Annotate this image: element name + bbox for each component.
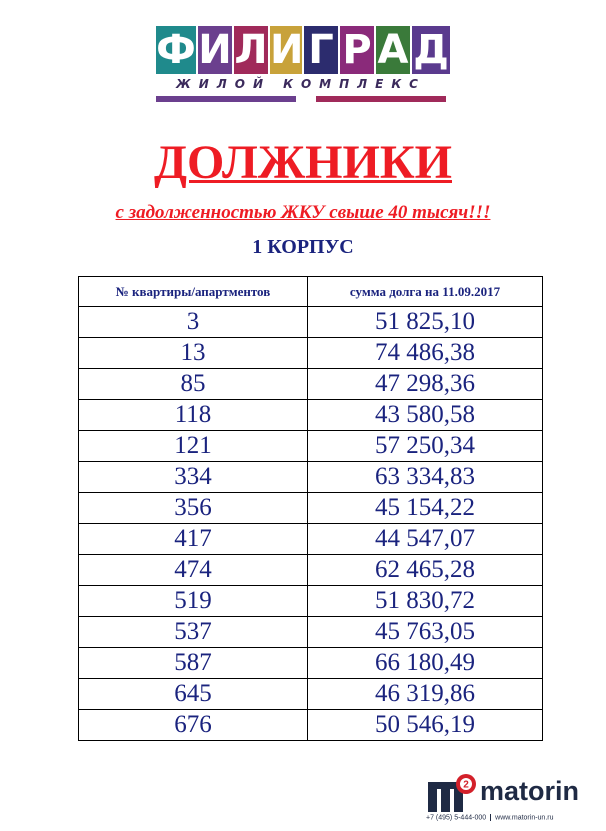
logo-bar-left [156, 96, 296, 102]
filigrad-logo [156, 16, 449, 106]
logo-letters [156, 26, 449, 74]
column-header-apartment: № квартиры/апартментов [79, 277, 308, 307]
debtors-table [78, 276, 543, 741]
debt-amount: 74 486,38 [308, 338, 543, 369]
apartment-number: 334 [79, 462, 308, 493]
apartment-number: 13 [79, 338, 308, 369]
debt-amount: 57 250,34 [308, 431, 543, 462]
debt-amount: 51 830,72 [308, 586, 543, 617]
debt-amount: 63 334,83 [308, 462, 543, 493]
debt-amount: 45 763,05 [308, 617, 543, 648]
matorin-logo-icon [426, 772, 478, 812]
table-row [79, 462, 543, 493]
table-row [79, 555, 543, 586]
page-title: ДОЛЖНИКИ [153, 136, 452, 189]
table-row [79, 338, 543, 369]
apartment-number: 417 [79, 524, 308, 555]
apartment-number: 519 [79, 586, 308, 617]
table-row [79, 431, 543, 462]
table-row [79, 710, 543, 741]
brand-name: matorin [480, 776, 580, 806]
logo-bar-right [316, 96, 446, 102]
debt-amount: 46 319,86 [308, 679, 543, 710]
logo-letter: Л [234, 27, 268, 73]
table-row [79, 586, 543, 617]
table-header-row [79, 277, 543, 307]
apartment-number: 676 [79, 710, 308, 741]
svg-text:2: 2 [463, 779, 469, 791]
logo-letter: А [377, 27, 409, 73]
table-row [79, 307, 543, 338]
building-section: 1 КОРПУС [252, 236, 354, 258]
logo-letter: Р [340, 26, 374, 74]
apartment-number: 645 [79, 679, 308, 710]
logo-subtitle: ЖИЛОЙ КОМПЛЕКС [176, 77, 426, 91]
debt-amount: 51 825,10 [308, 307, 543, 338]
column-header-debt: сумма долга на 11.09.2017 [308, 277, 543, 307]
brand-phone: +7 (495) 5-444-000 [426, 814, 487, 822]
debt-amount: 43 580,58 [308, 400, 543, 431]
matorin-brand [426, 768, 596, 828]
apartment-number: 3 [79, 307, 308, 338]
apartment-number: 537 [79, 617, 308, 648]
debt-amount: 44 547,07 [308, 524, 543, 555]
page-subtitle: с задолженностью ЖКУ свыше 40 тысяч!!! [115, 202, 491, 223]
apartment-number: 587 [79, 648, 308, 679]
table-row [79, 524, 543, 555]
apartment-number: 474 [79, 555, 308, 586]
table-row [79, 617, 543, 648]
table-row [79, 369, 543, 400]
table-row [79, 679, 543, 710]
apartment-number: 121 [79, 431, 308, 462]
apartment-number: 118 [79, 400, 308, 431]
logo-letter: Ф [156, 27, 196, 73]
logo-letter: Г [304, 26, 338, 74]
debt-amount: 50 546,19 [308, 710, 543, 741]
brand-site: www.matorin-un.ru [495, 814, 554, 822]
contacts-divider [490, 814, 491, 821]
debt-amount: 45 154,22 [308, 493, 543, 524]
logo-letter: Д [413, 27, 449, 73]
debt-amount: 66 180,49 [308, 648, 543, 679]
table-row [79, 648, 543, 679]
table-row [79, 493, 543, 524]
debt-amount: 47 298,36 [308, 369, 543, 400]
debt-amount: 62 465,28 [308, 555, 543, 586]
table-row [79, 400, 543, 431]
apartment-number: 356 [79, 493, 308, 524]
brand-contacts [426, 814, 606, 821]
logo-letter: И [270, 27, 304, 73]
apartment-number: 85 [79, 369, 308, 400]
logo-letter: И [198, 27, 232, 73]
